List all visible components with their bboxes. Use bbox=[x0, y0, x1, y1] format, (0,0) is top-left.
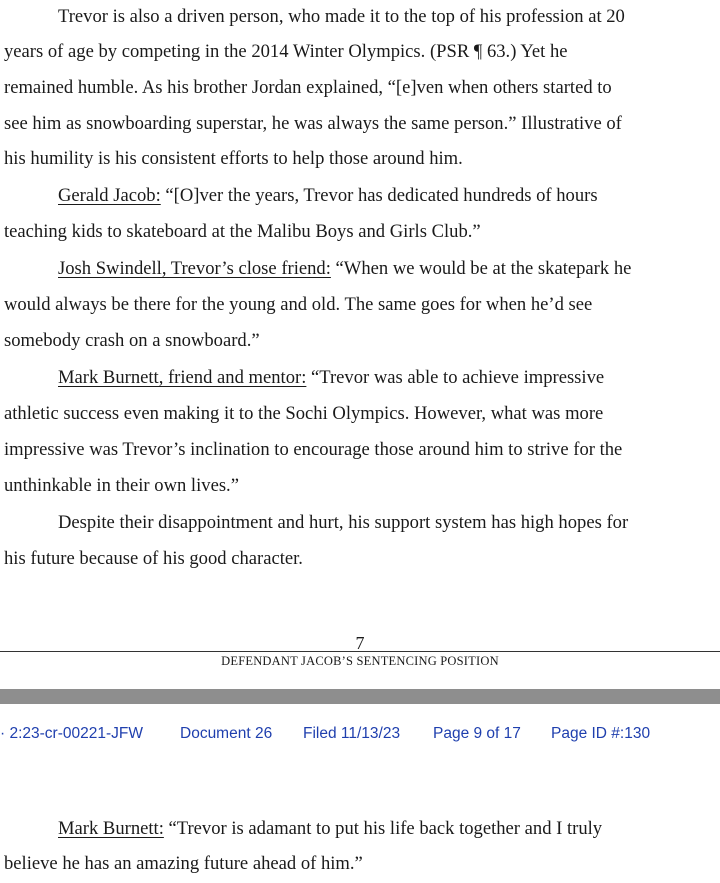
body-text-line: his future because of his good character. bbox=[4, 548, 303, 569]
body-text-line: believe he has an amazing future ahead of him.” bbox=[4, 853, 363, 874]
footer-title: DEFENDANT JACOB’S SENTENCING POSITION bbox=[221, 654, 499, 668]
quote-speaker: Gerald Jacob: bbox=[58, 185, 161, 206]
body-text-line: impressive was Trevor’s inclination to encourage those around him to strive for the bbox=[4, 439, 623, 460]
quote-text: “[O]ver the years, Trevor has dedicated hundreds of hours bbox=[160, 185, 598, 206]
body-text-line: unthinkable in their own lives.” bbox=[4, 475, 239, 496]
quote-speaker: Mark Burnett, friend and mentor: bbox=[58, 367, 307, 388]
quote-text: “Trevor was able to achieve impressive bbox=[306, 367, 605, 388]
body-text-line: athletic success even making it to the Sochi Olympics. However, what was more bbox=[4, 403, 604, 424]
quote-mark-burnett-2 bbox=[58, 818, 716, 840]
body-text-line: Despite their disappointment and hurt, his support system has high hopes for bbox=[58, 512, 629, 533]
filed-date: Filed 11/13/23 bbox=[303, 725, 401, 742]
body-text-line: his humility is his consistent efforts to help those around him. bbox=[4, 148, 463, 169]
quote-text: “Trevor is adamant to put his life back together and I truly bbox=[163, 818, 603, 839]
body-text-line: Trevor is also a driven person, who made it to the top of his profession at 20 bbox=[58, 6, 625, 27]
document-number: Document 26 bbox=[180, 725, 273, 742]
quote-text: “When we would be at the skatepark he bbox=[330, 258, 632, 279]
page-number: 7 bbox=[355, 633, 365, 653]
body-text-line: would always be there for the young and old. The same goes for when he’d see bbox=[4, 294, 593, 315]
body-text-line: years of age by competing in the 2014 Winter Olympics. (PSR ¶ 63.) Yet he bbox=[4, 41, 568, 62]
quote-gerald-jacob bbox=[58, 185, 716, 207]
quote-speaker: Josh Swindell, Trevor’s close friend: bbox=[58, 258, 331, 279]
page-separator bbox=[0, 689, 720, 704]
ecf-header bbox=[0, 722, 720, 746]
body-text-line: somebody crash on a snowboard.” bbox=[4, 330, 260, 351]
footer-divider bbox=[0, 651, 720, 652]
page-count: Page 9 of 17 bbox=[433, 725, 521, 742]
body-text-line: teaching kids to skateboard at the Malibu Boys and Girls Club.” bbox=[4, 221, 481, 242]
quote-josh-swindell bbox=[58, 258, 716, 280]
body-text-line: see him as snowboarding superstar, he was always the same person.” Illustrative of bbox=[4, 113, 622, 134]
quote-speaker: Mark Burnett: bbox=[58, 818, 164, 839]
body-text-line: remained humble. As his brother Jordan explained, “[e]ven when others started to bbox=[4, 77, 612, 98]
case-number: · 2:23-cr-00221-JFW bbox=[0, 725, 143, 742]
page-id: Page ID #:130 bbox=[551, 725, 651, 742]
quote-mark-burnett bbox=[58, 367, 716, 389]
